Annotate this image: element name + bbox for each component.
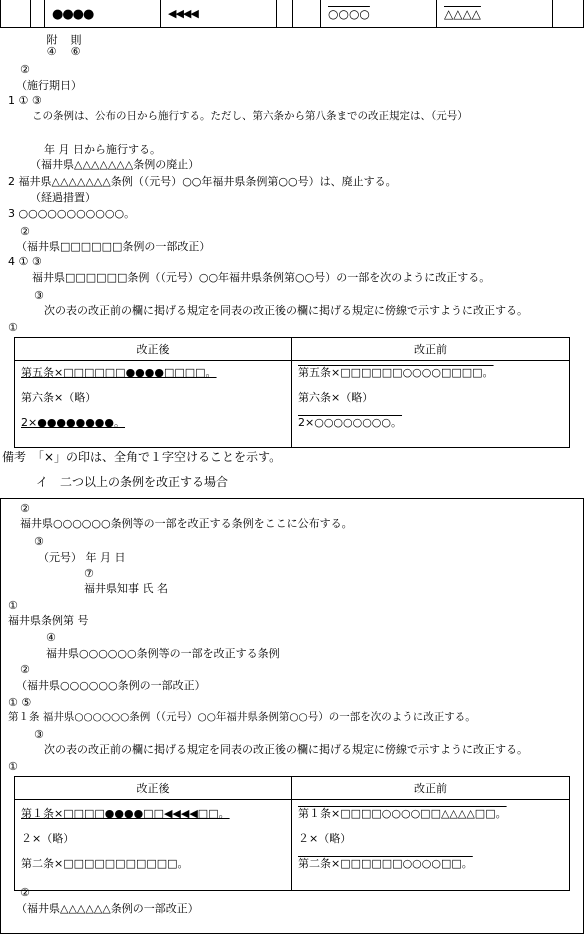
article-caption: （福井県△△△△△△条例の一部改正） xyxy=(16,902,199,915)
header-before: 改正前 xyxy=(292,338,570,361)
article-caption: （福井県□□□□□□条例の一部改正） xyxy=(16,240,211,253)
cell-after xyxy=(15,800,292,891)
note: 備考 「×」の印は、全角で１字空けることを示す。 xyxy=(2,450,282,464)
cell-before xyxy=(292,800,570,891)
paragraph-text: 次の表の改正前の欄に掲げる規定を同表の改正後の欄に掲げる規定に傍線で示すように改正する。 xyxy=(44,743,528,756)
mark-label: ② xyxy=(20,663,30,676)
header-before: 改正前 xyxy=(292,777,570,800)
promulgation-text: 福井県○○○○○○条例等の一部を改正する条例をここに公布する。 xyxy=(20,517,353,530)
top-table-divider xyxy=(292,0,293,28)
cell-after xyxy=(15,361,292,448)
ordinance-number: 福井県条例第 号 xyxy=(8,614,89,627)
mark-label: ④ xyxy=(46,631,56,644)
mark-label: ① xyxy=(8,599,18,612)
paragraph-number: ① ⑤ xyxy=(8,696,32,709)
before-line: ２×（略） xyxy=(298,832,352,845)
article-caption: （福井県○○○○○○条例の一部改正） xyxy=(16,679,206,692)
date-line: （元号） 年 月 日 xyxy=(38,551,126,564)
before-line: 第１条×□□□□○○○○□□△△△△□□。 xyxy=(298,807,507,820)
after-line: 第二条×□□□□□□□□□□□。 xyxy=(21,857,189,870)
mark-label: ③ xyxy=(34,728,44,741)
mark-label: ② xyxy=(20,63,30,76)
mark-label: ③ xyxy=(34,289,44,302)
heading-b: イ 二つ以上の条例を改正する場合 xyxy=(36,475,229,489)
after-line: 第１条×□□□□●●●●□□◀◀◀◀□□。 xyxy=(21,807,230,820)
before-line: 第五条×□□□□□□○○○○□□□□。 xyxy=(298,366,494,379)
top-after-cell2: ◀◀◀◀ xyxy=(168,7,198,20)
top-before-cell2: △△△△ xyxy=(444,7,481,21)
top-after-cell: ●●●● xyxy=(52,7,94,22)
top-table-divider xyxy=(436,0,437,28)
top-table-divider xyxy=(160,0,161,28)
vertical-mark: 則⑥ xyxy=(69,34,82,58)
paragraph-text: 2 福井県△△△△△△△条例（（元号）○○年福井県条例第○○号）は、廃止する。 xyxy=(8,175,397,188)
mark-label: ③ xyxy=(34,535,44,548)
before-line: 第六条×（略） xyxy=(298,391,374,404)
paragraph-text: 次の表の改正前の欄に掲げる規定を同表の改正後の欄に掲げる規定に傍線で示すように改正する。 xyxy=(44,304,528,317)
paragraph-text: 第１条 福井県○○○○○○条例（（元号）○○年福井県条例第○○号）の一部を次のように改正する。 xyxy=(8,711,476,723)
top-before-cell: ○○○○ xyxy=(328,7,370,21)
ordinance-title: 福井県○○○○○○条例等の一部を改正する条例 xyxy=(46,647,280,660)
article-caption: （経過措置） xyxy=(30,191,96,204)
paragraph-text: 福井県□□□□□□条例（（元号）○○年福井県条例第○○号）の一部を次のように改正する。 xyxy=(32,271,491,284)
after-line: ２×（略） xyxy=(21,832,75,845)
after-line: 第六条×（略） xyxy=(21,391,97,404)
comparison-table xyxy=(14,337,570,448)
top-table-divider xyxy=(320,0,321,28)
mark-label: ⑦ xyxy=(84,567,94,580)
mark-label: ② xyxy=(20,225,30,238)
paragraph-text: 年 月 日から施行する。 xyxy=(44,143,161,156)
mark-label: ① xyxy=(8,321,18,334)
header-after: 改正後 xyxy=(15,338,292,361)
after-line: 2×●●●●●●●●。 xyxy=(21,416,126,429)
paragraph-text: 3 ○○○○○○○○○○○。 xyxy=(8,207,136,220)
top-table-divider xyxy=(276,0,277,28)
article-caption: （福井県△△△△△△△条例の廃止） xyxy=(30,158,200,171)
after-line: 第五条×□□□□□□●●●●□□□□。 xyxy=(21,366,217,379)
before-line: 2×○○○○○○○○。 xyxy=(298,416,403,429)
article-caption: （施行期日） xyxy=(16,79,82,92)
header-after: 改正後 xyxy=(15,777,292,800)
mark-label: ① xyxy=(8,760,18,773)
mark-label: ② xyxy=(20,886,30,899)
paragraph-text: この条例は、公布の日から施行する。ただし、第六条から第八条までの改正規定は、（元号） xyxy=(32,110,468,122)
vertical-mark: 附④ xyxy=(45,34,58,58)
cell-before xyxy=(292,361,570,448)
top-table-divider xyxy=(44,0,45,28)
before-line: 第二条×□□□□□□○○○○□□。 xyxy=(298,857,473,870)
top-table-divider xyxy=(30,0,31,28)
paragraph-number: 4 ① ③ xyxy=(8,255,42,268)
governor-line: 福井県知事 氏 名 xyxy=(84,582,168,595)
paragraph-number: 1 ① ③ xyxy=(8,94,42,107)
top-table-divider xyxy=(552,0,553,28)
comparison-table xyxy=(14,776,570,891)
mark-label: ② xyxy=(20,502,30,515)
